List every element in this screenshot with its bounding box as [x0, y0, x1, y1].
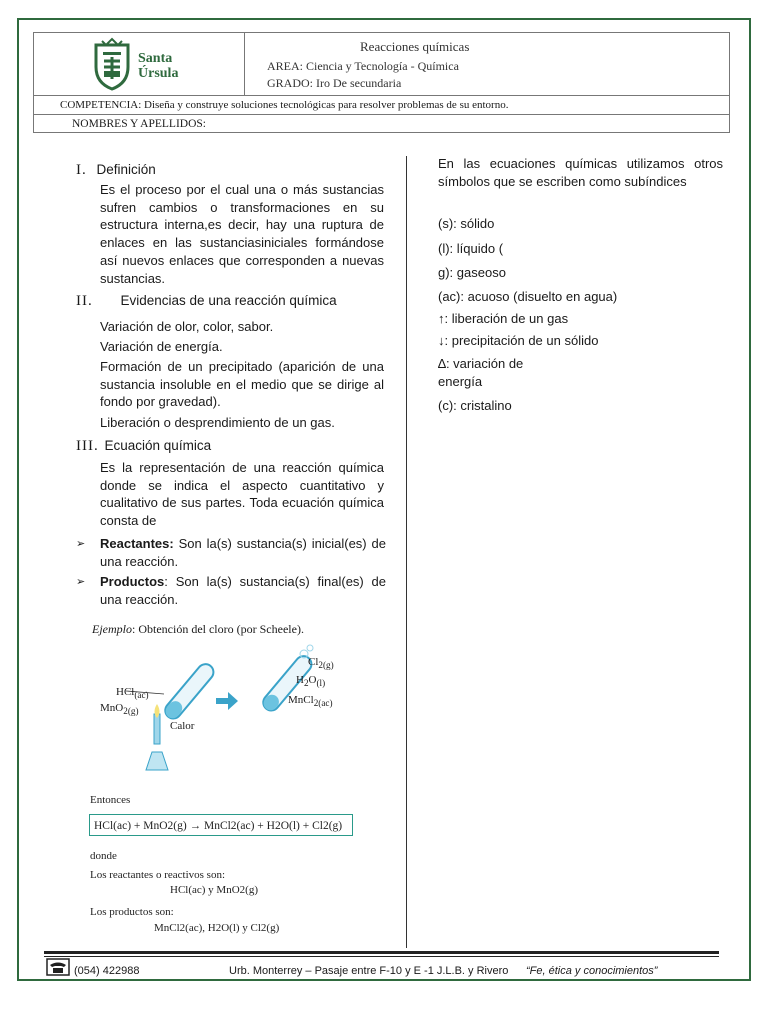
symbols-intro: En las ecuaciones químicas utilizamos otros símbolos que se escriben como subíndices	[438, 156, 723, 189]
section-2-title: Evidencias de una reacción química	[120, 293, 337, 308]
section-3-text: Es la representación de una reacción química donde se indica el aspecto cuantitativo y cualitativo de sus partes. Toda ecuación química consta de	[100, 460, 384, 529]
label-cl2-subscript: 2(g)	[318, 660, 334, 671]
footer-rule-thin	[44, 956, 719, 957]
symbol-item: ↑: liberación de un gas	[438, 311, 569, 326]
footer-phone: (054) 422988	[74, 965, 140, 977]
arrow-bullet-icon: ➢	[76, 576, 86, 588]
symbol-item: (ac): acuoso (disuelto en agua)	[438, 289, 618, 304]
chemical-equation: HCl(ac) + MnO2(g) → MnCl2(ac) + H2O(l) + Cl2(g)	[89, 814, 353, 836]
header-row	[34, 33, 729, 96]
symbol-item: (c): cristalino	[438, 398, 512, 413]
section-1-title: Definición	[96, 162, 156, 177]
section-1-text: Es el proceso por el cual una o más sustancias sufren cambios o transformaciones en su estructura interna,es decir, hay una ruptura de enlaces en las sustanciasiniciales formándose así nuevos enlaces que corresponden a nuevas sustancias.	[100, 182, 384, 286]
column-divider	[406, 156, 407, 948]
section-3-number: III.	[76, 438, 99, 454]
bullet-text: Son la(s) sustancia(s) inicial(es) de una reacción.	[100, 536, 386, 569]
label-h2o-h: H	[296, 674, 304, 686]
doc-title: Reacciones químicas	[360, 39, 470, 54]
symbol-item: (l): líquido (	[438, 241, 504, 256]
competencia-label: COMPETENCIA:	[60, 99, 142, 111]
equation-block	[84, 792, 360, 942]
example-caption-text: : Obtención del cloro (por Scheele).	[132, 622, 304, 636]
arrow-bullet-icon: ➢	[76, 538, 86, 550]
label-cl2-text: Cl	[308, 656, 319, 668]
evidence-item: Variación de olor, color, sabor.	[100, 319, 274, 334]
label-mncl2	[288, 694, 333, 708]
symbol-item: (s): sólido	[438, 216, 495, 231]
example-caption-label: Ejemplo	[92, 622, 132, 636]
label-hcl	[116, 686, 149, 700]
label-h2o-sub2: (l)	[316, 678, 326, 689]
bullet-term: Reactantes:	[100, 536, 174, 551]
label-hcl-subscript: (ac)	[134, 690, 149, 701]
area-field: AREA: Ciencia y Tecnología - Química	[267, 59, 459, 73]
label-mno2-text: MnO	[100, 702, 124, 714]
reactantes-label: Los reactantes o reactivos son:	[90, 869, 226, 881]
bullet-text: : Son la(s) sustancia(s) final(es) de una reacción.	[100, 574, 386, 607]
label-hcl-text: HCl	[116, 686, 135, 698]
school-name-line1: Santa	[138, 51, 173, 66]
section-2-heading	[76, 293, 337, 310]
label-h2o-sub1: 2	[303, 678, 309, 689]
section-3-title: Ecuación química	[104, 438, 212, 453]
label-mno2	[100, 702, 139, 716]
symbol-item: g): gaseoso	[438, 265, 506, 280]
school-shield-icon	[92, 37, 132, 91]
reaction-illustration	[90, 642, 370, 782]
productos-label: Los productos son:	[90, 906, 174, 918]
grado-field: GRADO: Iro De secundaria	[267, 76, 402, 90]
example-caption	[92, 622, 304, 637]
school-name-line2: Úrsula	[138, 66, 179, 81]
telephone-icon	[46, 958, 70, 976]
school-name	[138, 51, 178, 81]
evidence-item: Liberación o desprendimiento de un gas.	[100, 415, 335, 430]
bullet-productos	[100, 573, 386, 608]
donde-label: donde	[90, 850, 117, 862]
section-1-heading	[76, 162, 156, 179]
footer-motto: “Fe, ética y conocimientos”	[526, 965, 658, 977]
label-cl2	[308, 656, 334, 670]
bullet-reactantes	[100, 535, 386, 570]
label-mncl2-subscript: 2(ac)	[313, 698, 333, 709]
nombres-row: NOMBRES Y APELLIDOS:	[72, 118, 206, 130]
reactantes-list: HCl(ac) y MnO2(g)	[170, 884, 258, 896]
label-h2o	[296, 674, 325, 688]
section-2-number: II.	[76, 293, 93, 309]
competencia-text: Diseña y construye soluciones tecnológicas para resolver problemas de su entorno.	[144, 99, 509, 111]
evidence-item: Variación de energía.	[100, 339, 223, 354]
footer-address: Urb. Monterrey – Pasaje entre F-10 y E -1 J.L.B. y Rivero	[229, 965, 509, 977]
bullet-term: Productos	[100, 574, 165, 589]
label-calor: Calor	[170, 720, 195, 732]
section-1-number: I.	[76, 162, 87, 178]
label-mno2-subscript: 2(g)	[123, 706, 139, 717]
evidence-item: Formación de un precipitado (aparición de una sustancia insoluble en el medio que se dirige al fondo por gravedad).	[100, 359, 384, 410]
footer-rule	[44, 951, 719, 954]
competencia-row	[34, 95, 729, 115]
label-mncl2-text: MnCl	[288, 694, 314, 706]
section-3-heading	[76, 438, 211, 455]
symbol-item: ↓: precipitación de un sólido	[438, 333, 599, 348]
logo-cell	[34, 33, 245, 95]
label-h2o-o: O	[308, 674, 317, 686]
header-table	[33, 32, 730, 133]
entonces-label: Entonces	[90, 794, 131, 806]
productos-list: MnCl2(ac), H2O(l) y Cl2(g)	[154, 922, 280, 934]
symbol-item: ∆: variación de energía	[438, 356, 524, 389]
